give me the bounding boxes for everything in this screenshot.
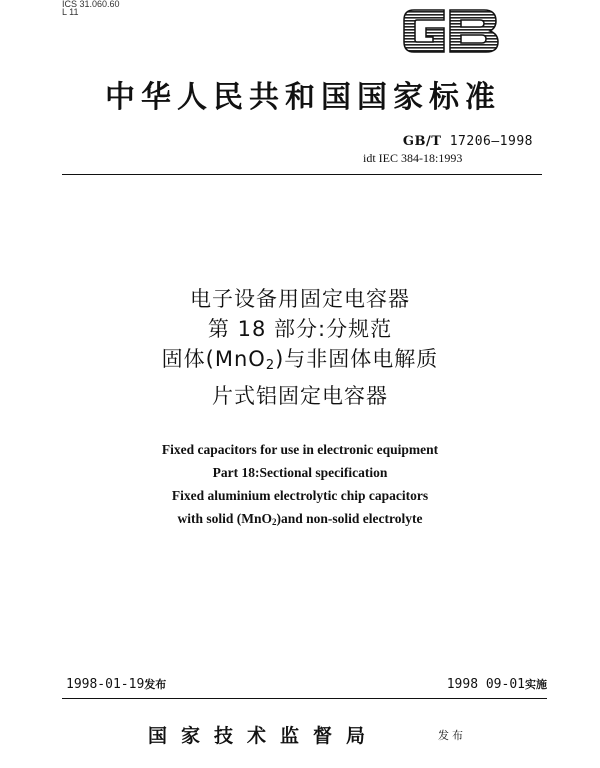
bottom-divider: [62, 698, 547, 699]
chinese-title-line-3-end: )与非固体电解质: [275, 347, 439, 371]
chinese-title-line-1: 电子设备用固定电容器: [190, 287, 410, 311]
chinese-title: [0, 284, 600, 411]
issue-date-group: [66, 676, 166, 692]
adoption-note: idt IEC 384-18:1993: [363, 151, 463, 165]
implement-label: 实施: [525, 678, 547, 691]
top-divider: [62, 174, 542, 175]
issue-date: 1998-01-19: [66, 677, 145, 692]
issuer-action: 发布: [438, 729, 466, 742]
english-title-line-4-end: )and non-solid electrolyte: [276, 511, 423, 526]
ics-code: ICS 31.060.60: [62, 0, 120, 9]
english-title-subscript: 2: [272, 517, 277, 527]
standard-number: [355, 133, 545, 150]
date-row: [62, 676, 547, 696]
implement-date: 1998 09-01: [446, 677, 525, 692]
english-title-line-4: [0, 507, 600, 534]
english-title-line-3: Fixed aluminium electrolytic chip capacitors: [171, 488, 429, 503]
issuing-authority: 国家技术监督局: [148, 725, 380, 747]
gb-logo: [400, 2, 502, 60]
implement-date-group: [447, 676, 547, 692]
ccs-code: L 11: [62, 7, 79, 17]
chinese-title-line-3: [0, 344, 600, 381]
standard-codes: [355, 133, 545, 167]
english-title-line-2: Part 18:Sectional specification: [212, 465, 388, 480]
english-title: [0, 438, 600, 534]
chinese-title-line-2: 第 18 部分:分规范: [207, 317, 393, 341]
organization-title: 中华人民共和国国家标准: [105, 80, 501, 115]
chinese-title-line-4: 片式铝固定电容器: [212, 384, 388, 408]
chinese-title-subscript: 2: [265, 358, 276, 373]
issue-label: 发布: [144, 678, 167, 691]
standard-number-prefix: GB/T: [402, 134, 442, 149]
classification-codes: [62, 0, 120, 16]
standard-number-value: 17206—1998: [449, 134, 533, 149]
english-title-line-4-start: with solid (MnO: [177, 511, 272, 526]
english-title-line-1: Fixed capacitors for use in electronic equipment: [161, 442, 439, 457]
chinese-title-line-3-start: 固体(MnO: [161, 347, 266, 371]
